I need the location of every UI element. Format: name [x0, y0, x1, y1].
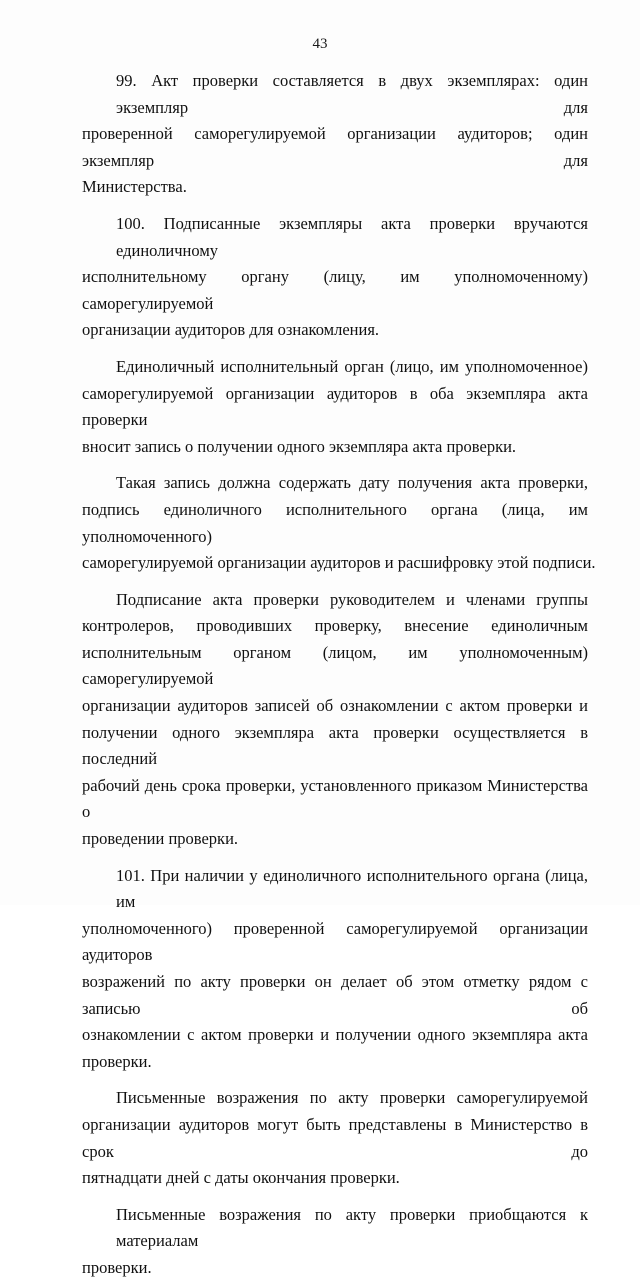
paragraph-99 — [82, 68, 588, 201]
text-line: проверенной саморегулируемой организации аудиторов; один экземпляр для — [82, 124, 588, 170]
text-line: исполнительным органом (лицом, им уполномоченным) саморегулируемой — [82, 642, 588, 689]
text-line: проверки. — [82, 1257, 152, 1277]
text-line: саморегулируемой организации аудиторов и расшифровку этой подписи. — [82, 553, 596, 573]
text-line: саморегулируемой организации аудиторов в оба экземпляра акта проверки — [82, 383, 588, 430]
text-line: организации аудиторов могут быть представлены в Министерство в срок до — [82, 1114, 588, 1161]
text-line: 101. При наличии у единоличного исполнительного органа (лица, им — [116, 865, 588, 912]
paragraph-objections-attached — [82, 1202, 588, 1282]
text-line: Единоличный исполнительный орган (лицо, им уполномоченное) — [116, 356, 588, 376]
text-line: Министерства. — [82, 177, 187, 197]
text-line: проверки. — [82, 1051, 152, 1071]
paragraph-executive-body — [82, 354, 588, 460]
text-line: Письменные возражения по акту проверки саморегулируемой — [116, 1088, 588, 1108]
paragraph-written-objections — [82, 1085, 588, 1191]
text-line: получении одного экземпляра акта проверки осуществляется в последний — [82, 722, 588, 769]
text-line: возражений по акту проверки он делает об этом отметку рядом с записью об — [82, 972, 588, 1018]
text-line: Подписание акта проверки руководителем и членами группы — [116, 589, 588, 609]
page-number: 43 — [312, 36, 328, 52]
text-line: 100. Подписанные экземпляры акта проверки вручаются единоличному — [116, 213, 588, 260]
paragraph-record-content — [82, 470, 596, 576]
document-body — [82, 68, 596, 1282]
text-line: ознакомлении с актом проверки и получении одного экземпляра акта — [82, 1025, 588, 1045]
text-line: Такая запись должна содержать дату получения акта проверки, — [116, 473, 588, 493]
paragraph-signing — [82, 587, 588, 853]
text-line: пятнадцати дней с даты окончания проверки. — [82, 1168, 400, 1188]
text-line: вносит запись о получении одного экземпляра акта проверки. — [82, 436, 517, 456]
text-line: уполномоченного) проверенной саморегулируемой организации аудиторов — [82, 918, 588, 965]
text-line: организации аудиторов записей об ознакомлении с актом проверки и — [82, 696, 588, 716]
text-line: подпись единоличного исполнительного органа (лица, им уполномоченного) — [82, 499, 588, 546]
text-line: исполнительному органу (лицу, им уполномоченному) саморегулируемой — [82, 267, 588, 313]
paragraph-101 — [82, 863, 588, 1076]
text-line: контролеров, проводивших проверку, внесение единоличным — [82, 616, 588, 636]
text-line: организации аудиторов для ознакомления. — [82, 320, 380, 340]
paragraph-100 — [82, 211, 588, 344]
text-line: Письменные возражения по акту проверки приобщаются к материалам — [116, 1204, 588, 1251]
text-line: рабочий день срока проверки, установленного приказом Министерства о — [82, 775, 588, 822]
text-line: 99. Акт проверки составляется в двух экземплярах: один экземпляр для — [116, 71, 588, 117]
text-line: проведении проверки. — [82, 829, 239, 849]
